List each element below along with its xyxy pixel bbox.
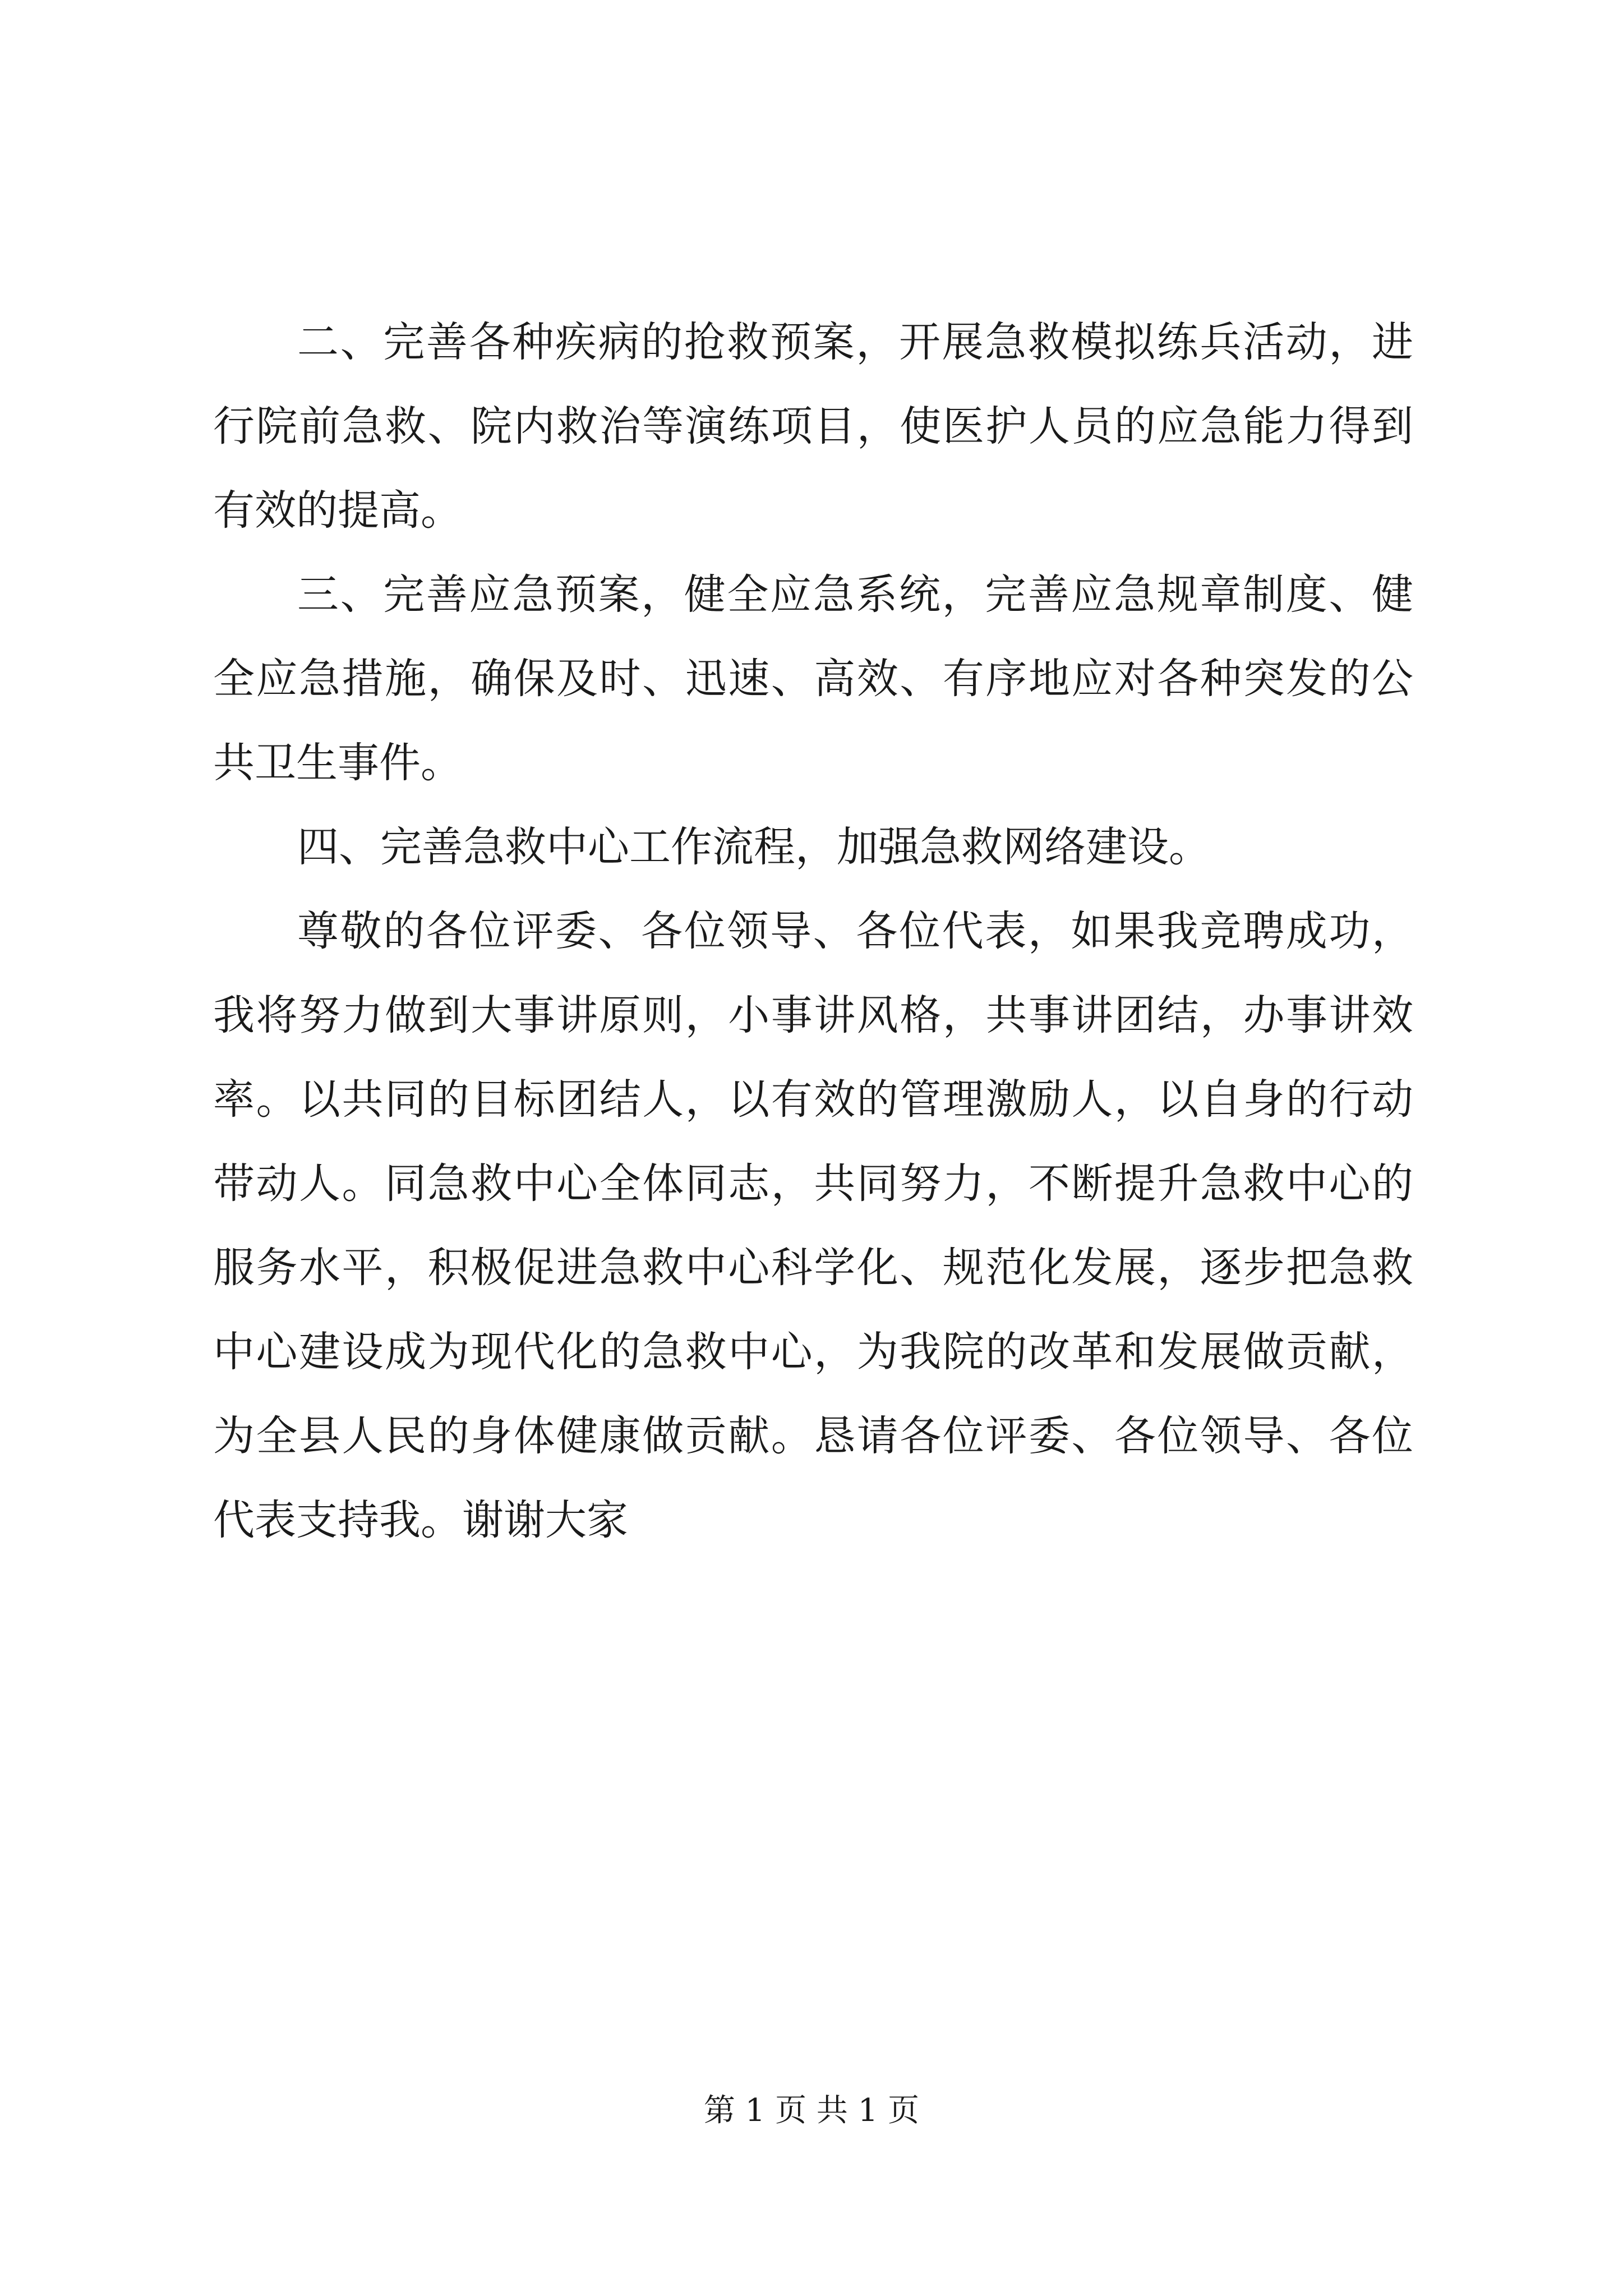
paragraph-line: 为全县人民的身体健康做贡献。恳请各位评委、各位领导、各位 <box>213 1412 1413 1460</box>
paragraph-line: 带动人。同急救中心全体同志，共同努力，不断提升急救中心的 <box>213 1159 1413 1208</box>
paragraph-2 <box>213 300 1413 553</box>
paragraph-line: 代表支持我。谢谢大家 <box>213 1496 628 1544</box>
paragraph-line: 有效的提高。 <box>213 486 462 535</box>
paragraph-closing <box>213 889 1413 1562</box>
document-body <box>213 300 1413 1562</box>
paragraph-line: 服务水平，积极促进急救中心科学化、规范化发展，逐步把急救 <box>213 1244 1413 1292</box>
paragraph-line: 我将努力做到大事讲原则，小事讲风格，共事讲团结，办事讲效 <box>213 991 1413 1039</box>
paragraph-4 <box>213 805 1413 889</box>
paragraph-line: 行院前急救、院内救治等演练项目，使医护人员的应急能力得到 <box>213 402 1413 450</box>
paragraph-line: 四、完善急救中心工作流程，加强急救网络建设。 <box>297 823 1210 871</box>
paragraph-line: 共卫生事件。 <box>213 739 462 787</box>
paragraph-line: 三、完善应急预案，健全应急系统，完善应急规章制度、健 <box>297 570 1413 619</box>
paragraph-line: 全应急措施，确保及时、迅速、高效、有序地应对各种突发的公 <box>213 655 1413 703</box>
paragraph-line: 率。以共同的目标团结人，以有效的管理激励人，以自身的行动 <box>213 1075 1413 1124</box>
paragraph-line: 尊敬的各位评委、各位领导、各位代表，如果我竞聘成功， <box>297 907 1413 955</box>
page-footer <box>0 2091 1623 2131</box>
paragraph-line: 二、完善各种疾病的抢救预案，开展急救模拟练兵活动，进 <box>297 318 1413 366</box>
paragraph-line: 中心建设成为现代化的急救中心，为我院的改革和发展做贡献， <box>213 1328 1413 1376</box>
page-number: 第 1 页 共 1 页 <box>703 2092 920 2129</box>
paragraph-3 <box>213 553 1413 805</box>
